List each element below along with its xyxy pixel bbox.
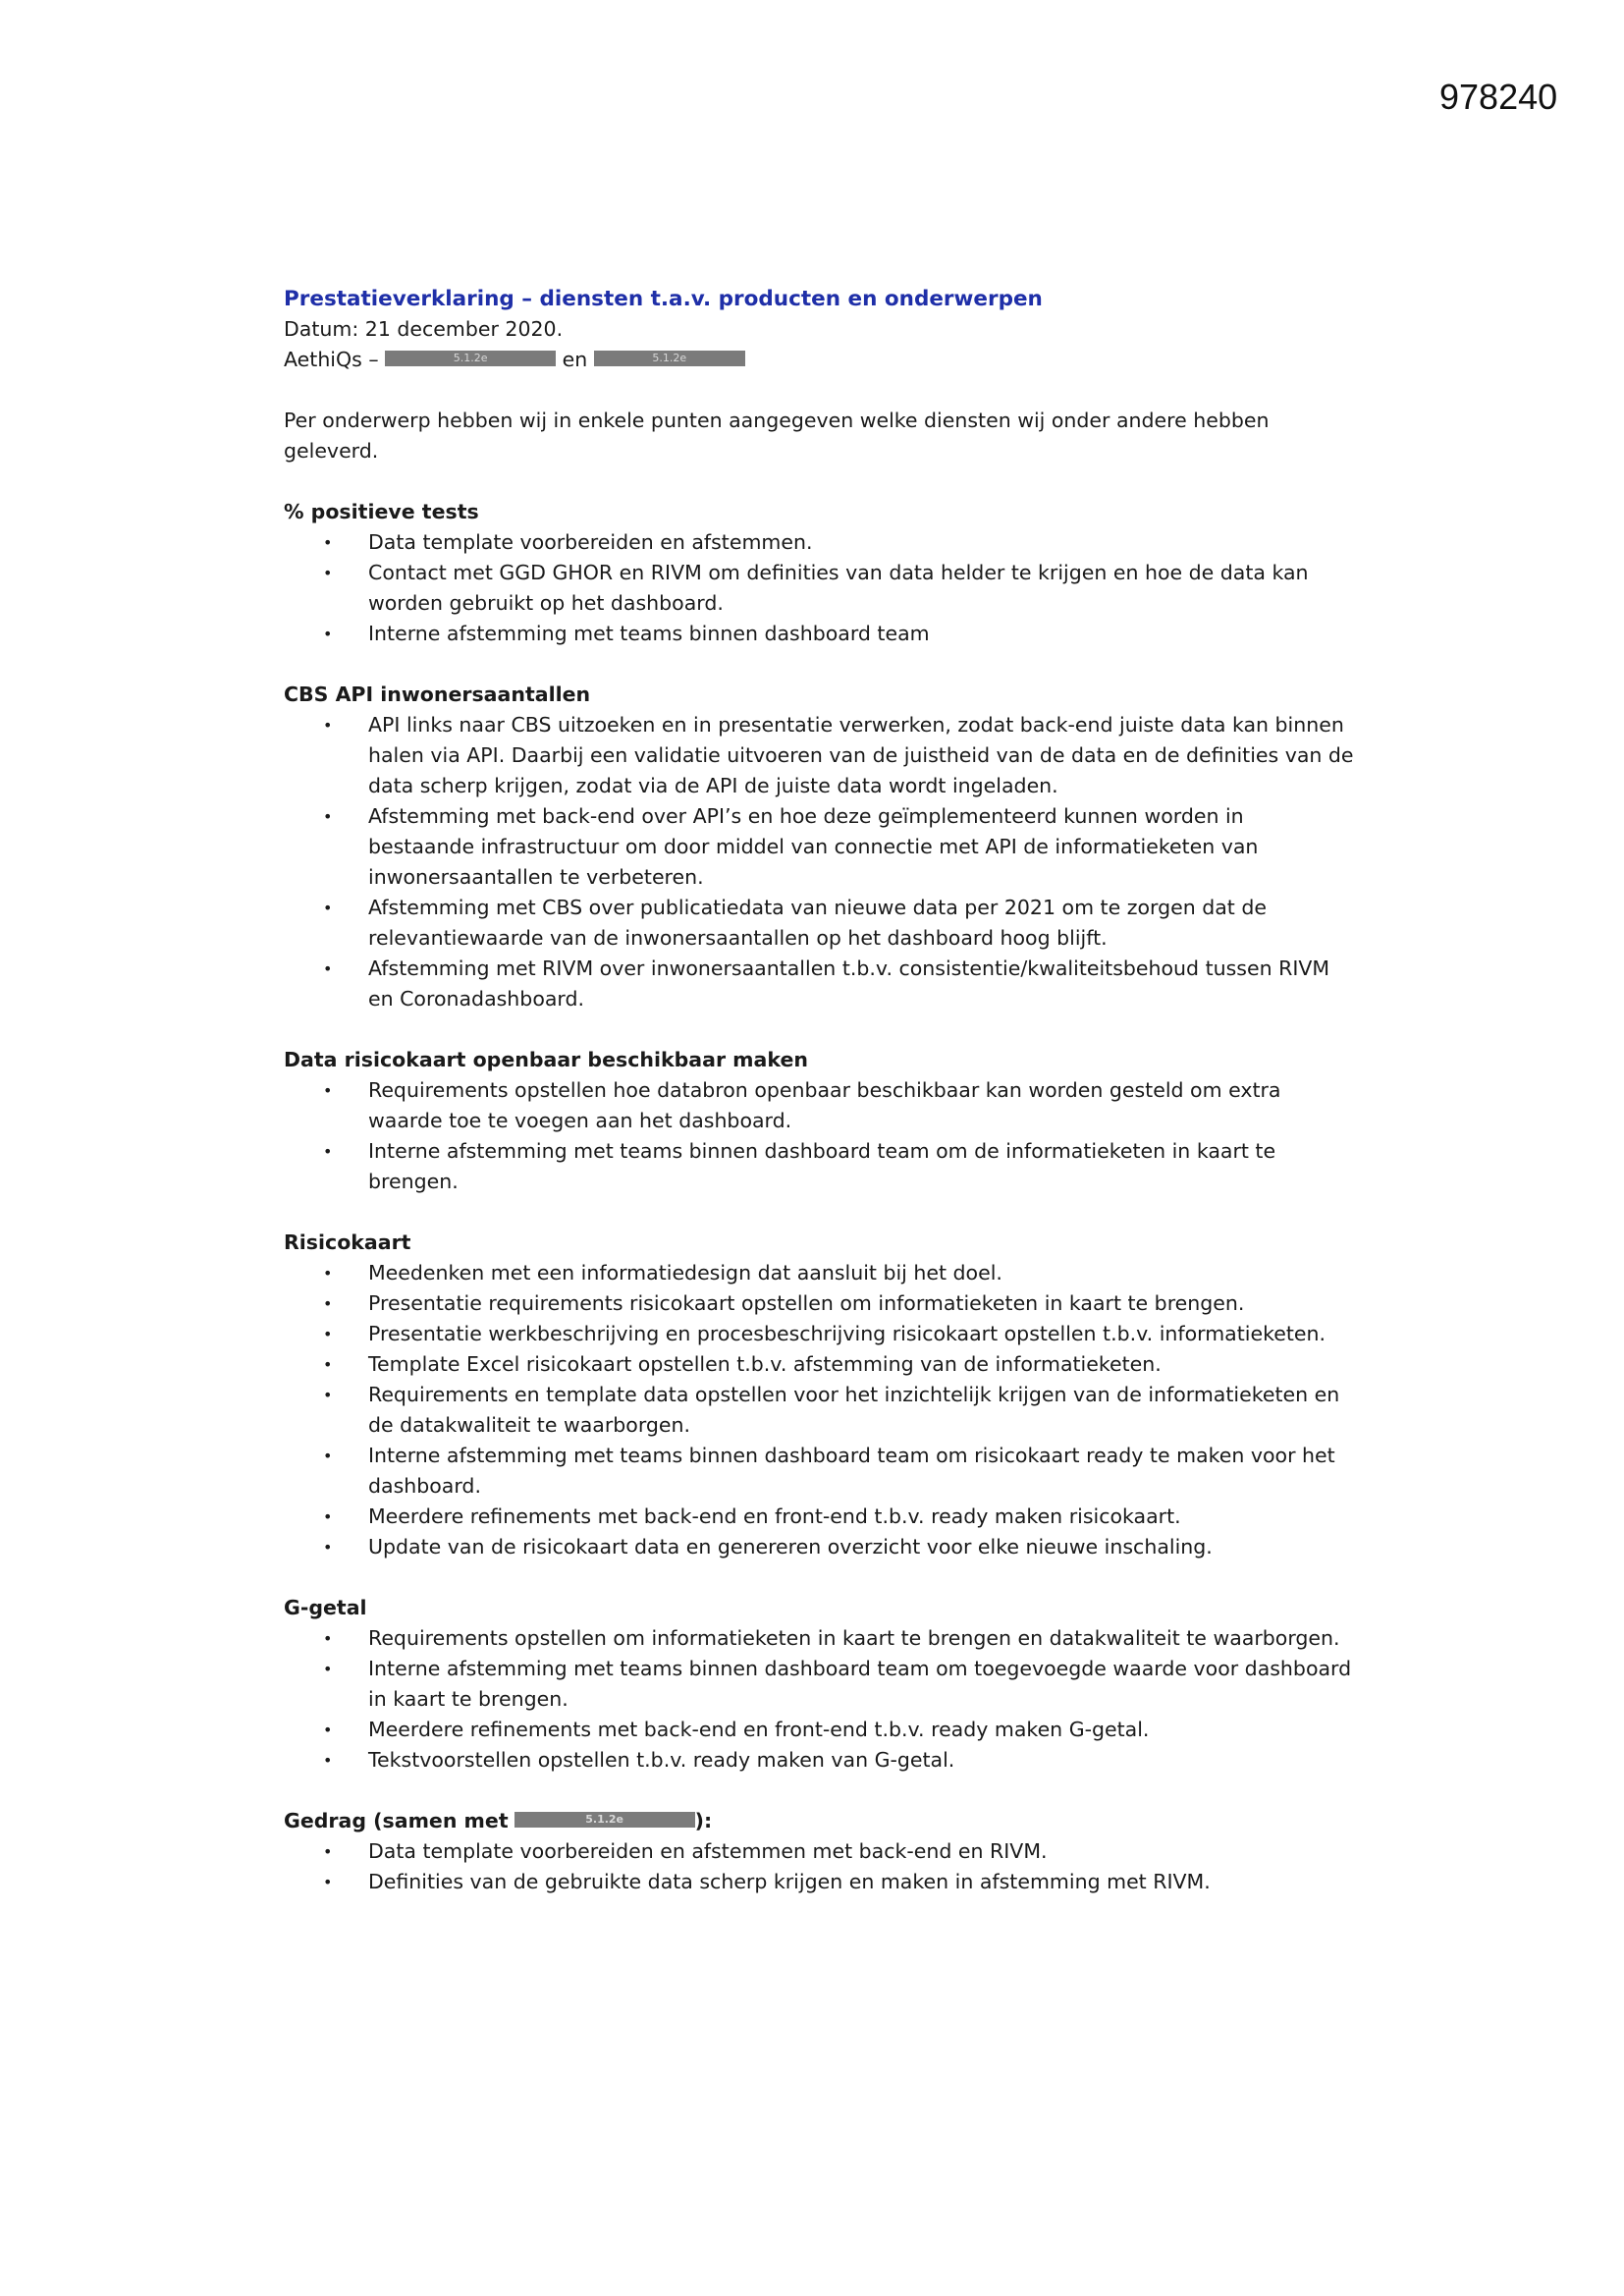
list-item-text: Meerdere refinements met back-end en front-end t.b.v. ready maken risicokaart. <box>368 1504 1181 1528</box>
list-item-text: Interne afstemming met teams binnen dashboard team om risicokaart ready te maken voor het dashboard. <box>368 1444 1335 1498</box>
list-item-text: Presentatie werkbeschrijving en procesbeschrijving risicokaart opstellen t.b.v. informatieketen. <box>368 1322 1326 1345</box>
list-item-text: Template Excel risicokaart opstellen t.b.v. afstemming van de informatieketen. <box>368 1352 1162 1376</box>
heading-prefix: Gedrag (samen met <box>284 1809 509 1832</box>
list-item-text: Tekstvoorstellen opstellen t.b.v. ready maken van G-getal. <box>368 1748 955 1772</box>
bullet-icon: • <box>323 1142 333 1161</box>
section-heading: G-getal <box>284 1596 367 1619</box>
list-item-text: Presentatie requirements risicokaart opstellen om informatieketen in kaart te brengen. <box>368 1291 1245 1315</box>
list-item <box>284 1319 1354 1349</box>
redaction-block: 5.1.2e <box>514 1812 695 1828</box>
bullet-icon: • <box>323 716 333 735</box>
section <box>284 1806 1364 1897</box>
list-item-text: Contact met GGD GHOR en RIVM om definities van data helder te krijgen en hoe de data kan worden gebruikt op het dashboard. <box>368 561 1309 615</box>
bullet-icon: • <box>323 1507 333 1526</box>
list-item-text: Afstemming met back-end over API’s en hoe deze geïmplementeerd kunnen worden in bestaande infrastructuur om door middel van connectie met API de informatieketen van inwonersaantallen te verbeteren. <box>368 804 1259 889</box>
bullet-list <box>284 710 1364 1014</box>
section <box>284 1593 1364 1776</box>
list-item <box>284 1867 1354 1897</box>
bullet-icon: • <box>323 1355 333 1374</box>
bullet-icon: • <box>323 1325 333 1343</box>
section-heading: Data risicokaart openbaar beschikbaar maken <box>284 1048 808 1071</box>
list-item <box>284 801 1354 893</box>
bullet-icon: • <box>323 1660 333 1678</box>
bullet-list <box>284 1836 1364 1897</box>
parties-line <box>284 345 1364 375</box>
bullet-icon: • <box>323 959 333 978</box>
list-item <box>284 1502 1354 1532</box>
list-item-text: Requirements en template data opstellen voor het inzichtelijk krijgen van de informatieketen en de datakwaliteit te waarborgen. <box>368 1383 1340 1437</box>
intro-paragraph: Per onderwerp hebben wij in enkele punten aangegeven welke diensten wij onder andere hebben geleverd. <box>284 409 1270 463</box>
section-heading <box>284 1806 1364 1836</box>
list-item-text: Requirements opstellen om informatieketen in kaart te brengen en datakwaliteit te waarborgen. <box>368 1626 1340 1650</box>
parties-conjunction: en <box>562 348 588 371</box>
list-item <box>284 1623 1354 1654</box>
list-item-text: Definities van de gebruikte data scherp krijgen en maken in afstemming met RIVM. <box>368 1870 1211 1893</box>
list-item <box>284 1349 1354 1380</box>
sections-container <box>284 497 1364 1897</box>
bullet-icon: • <box>323 1264 333 1283</box>
bullet-icon: • <box>323 1873 333 1891</box>
bullet-list <box>284 527 1364 649</box>
list-item-text: Requirements opstellen hoe databron openbaar beschikbaar kan worden gesteld om extra waarde toe te voegen aan het dashboard. <box>368 1078 1281 1132</box>
list-item-text: Data template voorbereiden en afstemmen. <box>368 530 813 554</box>
list-item-text: Afstemming met RIVM over inwonersaantallen t.b.v. consistentie/kwaliteitsbehoud tussen RIVM en Coronadashboard. <box>368 957 1330 1011</box>
list-item <box>284 1380 1354 1441</box>
bullet-icon: • <box>323 625 333 643</box>
section <box>284 680 1364 1014</box>
list-item-text: Data template voorbereiden en afstemmen met back-end en RIVM. <box>368 1839 1048 1863</box>
list-item <box>284 893 1354 954</box>
list-item-text: Update van de risicokaart data en genereren overzicht voor elke nieuwe inschaling. <box>368 1535 1213 1558</box>
bullet-icon: • <box>323 899 333 917</box>
bullet-icon: • <box>323 564 333 582</box>
document-body <box>284 284 1364 1897</box>
list-item <box>284 1288 1354 1319</box>
list-item <box>284 1715 1354 1745</box>
bullet-icon: • <box>323 1721 333 1739</box>
section-heading: % positieve tests <box>284 500 479 523</box>
list-item-text: Interne afstemming met teams binnen dashboard team om de informatieketen in kaart te brengen. <box>368 1139 1276 1193</box>
bullet-icon: • <box>323 1629 333 1648</box>
list-item <box>284 1441 1354 1502</box>
list-item <box>284 1258 1354 1288</box>
list-item-text: Meedenken met een informatiedesign dat aansluit bij het doel. <box>368 1261 1002 1285</box>
bullet-icon: • <box>323 1751 333 1770</box>
bullet-icon: • <box>323 1538 333 1557</box>
list-item <box>284 710 1354 801</box>
section <box>284 497 1364 649</box>
list-item-text: Afstemming met CBS over publicatiedata van nieuwe data per 2021 om te zorgen dat de relevantiewaarde van de inwonersaantallen op het dashboard hoog blijft. <box>368 896 1267 950</box>
list-item <box>284 527 1354 558</box>
parties-prefix: AethiQs – <box>284 348 379 371</box>
list-item <box>284 1836 1354 1867</box>
section <box>284 1045 1364 1197</box>
list-item <box>284 1532 1354 1562</box>
list-item <box>284 954 1354 1014</box>
bullet-list <box>284 1258 1364 1562</box>
bullet-icon: • <box>323 1386 333 1404</box>
bullet-icon: • <box>323 533 333 552</box>
bullet-icon: • <box>323 1447 333 1465</box>
redaction-block: 5.1.2e <box>594 351 745 366</box>
list-item-text: Interne afstemming met teams binnen dashboard team om toegevoegde waarde voor dashboard in kaart te brengen. <box>368 1657 1352 1711</box>
list-item <box>284 1136 1354 1197</box>
document-title: Prestatieverklaring – diensten t.a.v. producten en onderwerpen <box>284 287 1043 311</box>
list-item-text: Interne afstemming met teams binnen dashboard team <box>368 622 930 645</box>
list-item <box>284 1745 1354 1776</box>
bullet-icon: • <box>323 1842 333 1861</box>
list-item-text: Meerdere refinements met back-end en front-end t.b.v. ready maken G-getal. <box>368 1718 1150 1741</box>
list-item <box>284 1654 1354 1715</box>
bullet-list <box>284 1623 1364 1776</box>
list-item <box>284 619 1354 649</box>
heading-suffix: ): <box>694 1809 713 1832</box>
list-item <box>284 558 1354 619</box>
list-item <box>284 1075 1354 1136</box>
redaction-block: 5.1.2e <box>385 351 556 366</box>
section <box>284 1228 1364 1562</box>
bullet-list <box>284 1075 1364 1197</box>
document-number: 978240 <box>1439 77 1558 117</box>
bullet-icon: • <box>323 807 333 826</box>
document-date: Datum: 21 december 2020. <box>284 317 564 341</box>
list-item-text: API links naar CBS uitzoeken en in presentatie verwerken, zodat back-end juiste data kan binnen halen via API. Daarbij een validatie uitvoeren van de juistheid van de data en de definities van de data scherp krijgen, zodat via de API de juiste data wordt ingeladen. <box>368 713 1354 797</box>
section-heading: Risicokaart <box>284 1230 411 1254</box>
bullet-icon: • <box>323 1081 333 1100</box>
section-heading: CBS API inwonersaantallen <box>284 683 591 706</box>
bullet-icon: • <box>323 1294 333 1313</box>
